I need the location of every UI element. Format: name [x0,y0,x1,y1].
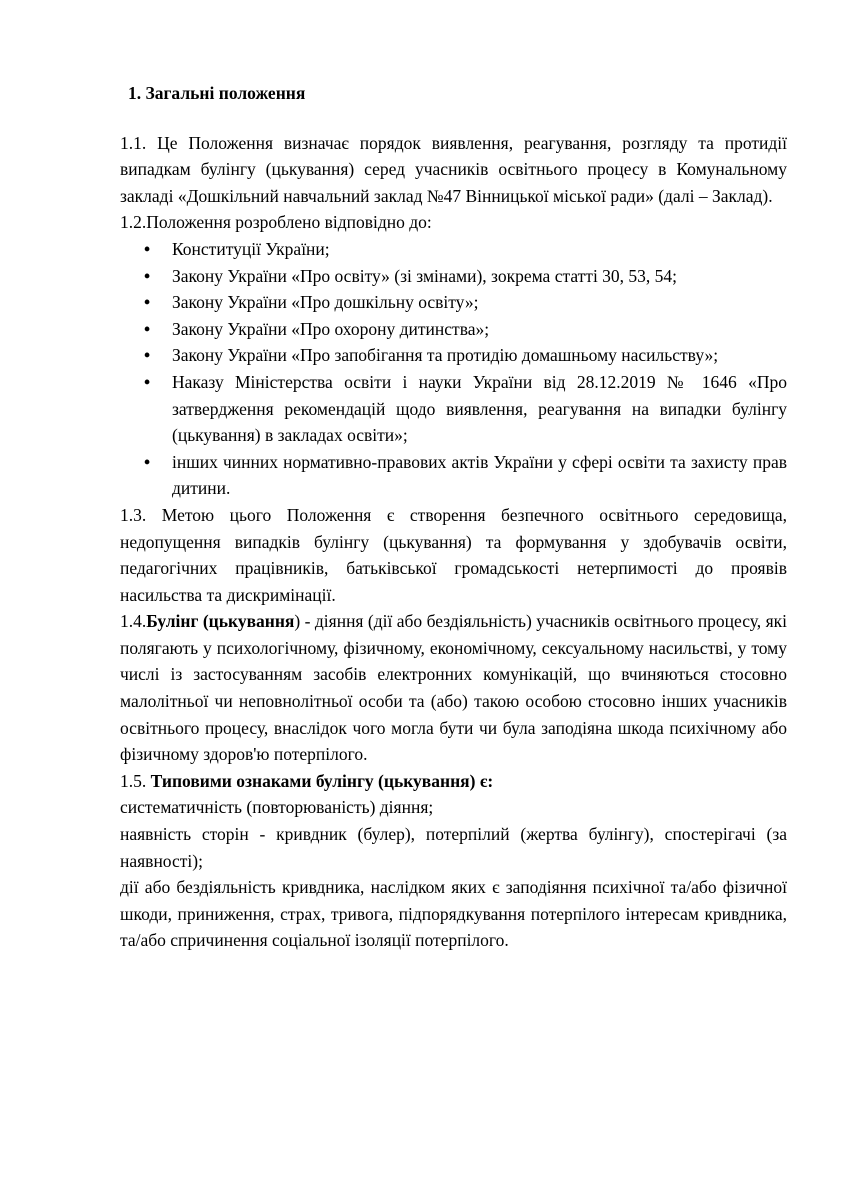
paragraph-1-3: 1.3. Метою цього Положення є створення безпечного освітнього середовища, недопущення випадків булінгу (цькування) та формування у здобувачів освіти, педагогічних працівників, батьківської громадськості нетерпимості до проявів насильства та дискримінації. [120,504,787,605]
sign-item: дії або бездіяльність кривдника, наслідком яких є заподіяння психічної та/або фізичної шкоди, приниження, страх, тривога, підпорядкування потерпілого інтересам кривдника, та/або спричинення соціальної ізоляції потерпілого. [120,877,787,951]
paragraph-1-2-intro: 1.2.Положення розроблено відповідно до: [120,212,432,233]
list-item [120,289,787,316]
list-item-text: Закону України «Про дошкільну освіту»; [172,292,479,313]
bullet-icon: • [144,292,151,313]
list-item-text: Конституції України; [172,238,330,259]
list-item [120,263,787,290]
bullying-definition: - діяння (дії або бездіяльність) учасників освітнього процесу, які полягають у психологічному, фізичному, економічному, сексуальному насильстві, у тому числі із застосуванням засобів електронних комунікацій, що вчиняються стосовно малолітньої чи неповнолітньої особи та (або) такою особою стосовно інших учасників освітнього процесу, внаслідок чого могла бути чи була заподіяна шкода психічному або фізичному здоров'ю потерпілого. [120,611,787,765]
bullet-icon: • [144,265,151,286]
sign-item: систематичність (повторюваність) діяння; [120,797,434,818]
list-item-text: Закону України «Про охорону дитинства»; [172,318,490,339]
typical-signs-title: Типовими ознаками булінгу (цькування) є: [150,770,494,791]
bullet-icon: • [144,238,151,259]
bullet-icon: • [144,451,151,472]
sign-item: наявність сторін - кривдник (булер), потерпілий (жертва булінгу), спостерігачі (за наявності); [120,824,787,871]
paragraph-1-4-number: 1.4. [120,611,147,632]
legal-basis-list [120,236,787,502]
bullet-icon: • [144,318,151,339]
paragraph-1-1: 1.1. Це Положення визначає порядок виявлення, реагування, розгляду та протидії випадкам булінгу (цькування) серед учасників освітнього процесу в Комунальному закладі «Дошкільний навчальний заклад №47 Вінницької міської ради» (далі – Заклад). [120,132,787,206]
paragraph-1-4 [120,608,787,768]
paragraph-1-5-title [120,768,787,795]
list-item [120,449,787,502]
bullying-term-close: ) [294,611,301,632]
section-heading: 1. Загальні положення [128,83,306,103]
list-item-text: Закону України «Про запобігання та протидію домашньому насильству»; [172,345,719,366]
bullying-term: Булінг (цькування [146,611,295,632]
list-item [120,342,787,369]
document-body [120,80,787,954]
list-item-text: інших чинних нормативно-правових актів України у сфері освіти та захисту прав дитини. [172,451,787,499]
list-item [120,316,787,343]
paragraph-1-5-number: 1.5. [120,770,151,791]
list-item-text: Закону України «Про освіту» (зі змінами), зокрема статті 30, 53, 54; [172,265,678,286]
list-item [120,369,787,449]
bullet-icon: • [144,345,151,366]
bullet-icon: • [144,371,151,392]
list-item-text: Наказу Міністерства освіти і науки України від 28.12.2019 № 1646 «Про затвердження рекомендацій щодо виявлення, реагування на випадки булінгу (цькування) в закладах освіти»; [172,371,787,446]
list-item [120,236,787,263]
